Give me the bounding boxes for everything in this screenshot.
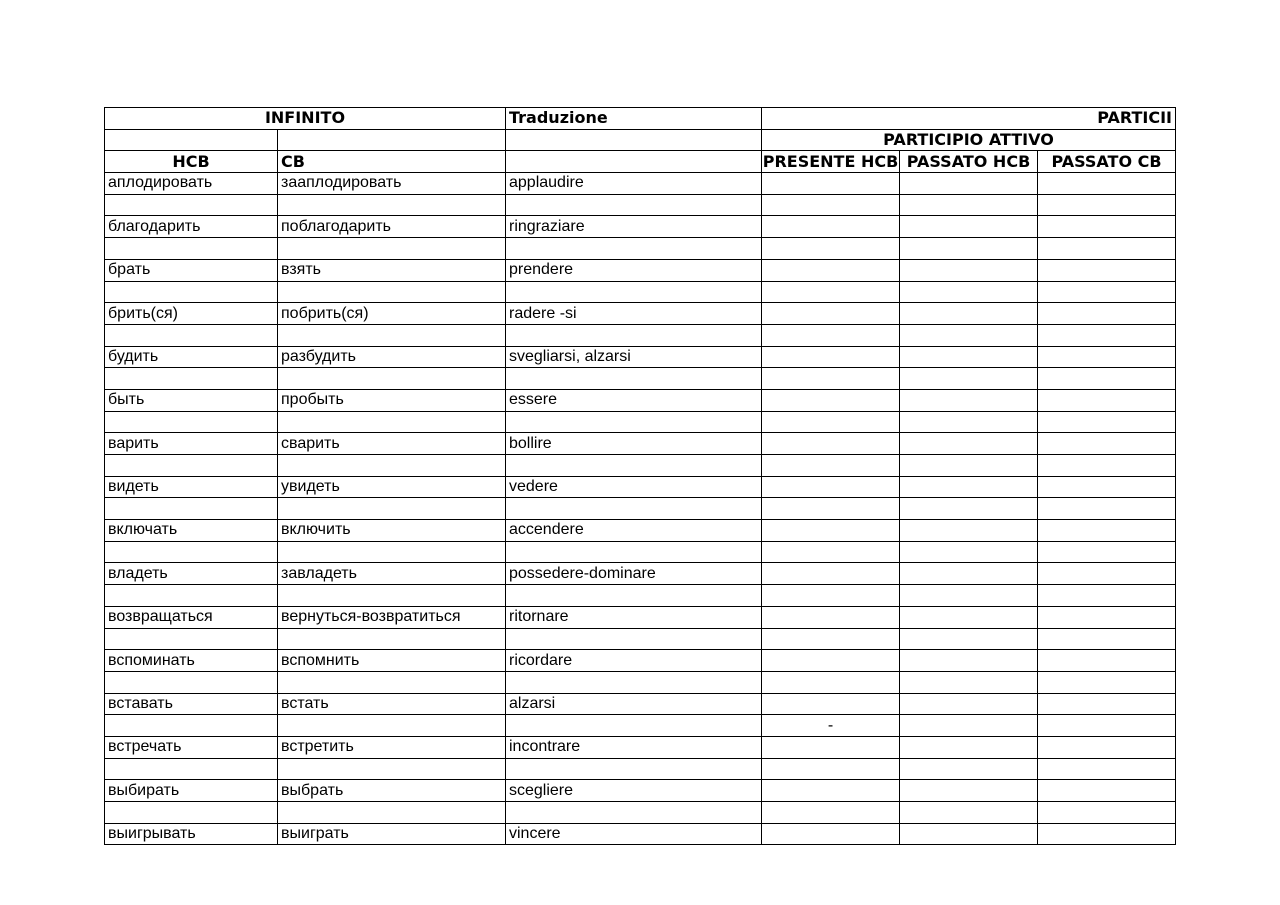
cell-passato-cb bbox=[1038, 520, 1176, 542]
cell-hcb bbox=[105, 671, 278, 693]
cell-passato-cb bbox=[1038, 194, 1176, 216]
cell-cb bbox=[278, 411, 506, 433]
cell-presente-hcb bbox=[762, 498, 900, 520]
cell-passato-cb bbox=[1038, 693, 1176, 715]
cell-presente-hcb bbox=[762, 823, 900, 845]
cell-passato-hcb bbox=[900, 693, 1038, 715]
cell-passato-cb bbox=[1038, 541, 1176, 563]
cell-cb bbox=[278, 715, 506, 737]
cell-traduzione bbox=[506, 498, 762, 520]
cell-traduzione: essere bbox=[506, 389, 762, 411]
cell-presente-hcb bbox=[762, 194, 900, 216]
cell-cb: сварить bbox=[278, 433, 506, 455]
cell-passato-cb bbox=[1038, 455, 1176, 477]
cell-traduzione bbox=[506, 671, 762, 693]
cell-hcb bbox=[105, 194, 278, 216]
cell-presente-hcb bbox=[762, 238, 900, 260]
cell-presente-hcb bbox=[762, 476, 900, 498]
cell-passato-cb bbox=[1038, 173, 1176, 195]
cell-hcb: будить bbox=[105, 346, 278, 368]
table-row bbox=[105, 389, 1176, 411]
cell-passato-cb bbox=[1038, 303, 1176, 325]
cell-presente-hcb bbox=[762, 455, 900, 477]
cell-traduzione bbox=[506, 238, 762, 260]
cell-passato-hcb bbox=[900, 368, 1038, 390]
cell-traduzione bbox=[506, 455, 762, 477]
cell-traduzione bbox=[506, 281, 762, 303]
table-row bbox=[105, 346, 1176, 368]
cell-hcb: брать bbox=[105, 259, 278, 281]
table-row bbox=[105, 216, 1176, 238]
table-row bbox=[105, 736, 1176, 758]
header-row-1 bbox=[105, 108, 1176, 130]
cell-presente-hcb bbox=[762, 541, 900, 563]
cell-passato-hcb bbox=[900, 216, 1038, 238]
cell-passato-cb bbox=[1038, 368, 1176, 390]
cell-traduzione bbox=[506, 802, 762, 824]
cell-traduzione bbox=[506, 628, 762, 650]
cell-passato-hcb bbox=[900, 671, 1038, 693]
cell-passato-hcb bbox=[900, 758, 1038, 780]
cell-passato-hcb bbox=[900, 346, 1038, 368]
cell-presente-hcb bbox=[762, 259, 900, 281]
cell-hcb: владеть bbox=[105, 563, 278, 585]
cell-cb: вспомнить bbox=[278, 650, 506, 672]
cell-hcb: варить bbox=[105, 433, 278, 455]
cell-passato-hcb bbox=[900, 455, 1038, 477]
cell-traduzione: incontrare bbox=[506, 736, 762, 758]
cell-passato-hcb bbox=[900, 238, 1038, 260]
cell-cb: взять bbox=[278, 259, 506, 281]
cell-passato-hcb bbox=[900, 498, 1038, 520]
cell-hcb: аплодировать bbox=[105, 173, 278, 195]
cell-presente-hcb bbox=[762, 780, 900, 802]
cell-hcb bbox=[105, 628, 278, 650]
cell-traduzione: prendere bbox=[506, 259, 762, 281]
cell-passato-hcb bbox=[900, 476, 1038, 498]
cell-hcb: видеть bbox=[105, 476, 278, 498]
cell-presente-hcb bbox=[762, 281, 900, 303]
table-row bbox=[105, 780, 1176, 802]
empty-cell bbox=[105, 129, 278, 151]
cell-passato-cb bbox=[1038, 389, 1176, 411]
header-infinito: INFINITO bbox=[105, 108, 506, 130]
table-row bbox=[105, 476, 1176, 498]
header-participio-attivo: PARTICIPIO ATTIVO bbox=[762, 129, 1176, 151]
cell-presente-hcb bbox=[762, 303, 900, 325]
cell-traduzione: bollire bbox=[506, 433, 762, 455]
cell-presente-hcb bbox=[762, 324, 900, 346]
cell-traduzione: accendere bbox=[506, 520, 762, 542]
cell-passato-hcb bbox=[900, 411, 1038, 433]
cell-passato-hcb bbox=[900, 389, 1038, 411]
cell-hcb: возвращаться bbox=[105, 606, 278, 628]
table-row bbox=[105, 650, 1176, 672]
cell-passato-cb bbox=[1038, 628, 1176, 650]
cell-passato-cb bbox=[1038, 606, 1176, 628]
cell-cb bbox=[278, 324, 506, 346]
cell-passato-cb bbox=[1038, 758, 1176, 780]
cell-traduzione bbox=[506, 411, 762, 433]
cell-traduzione: scegliere bbox=[506, 780, 762, 802]
cell-traduzione: vincere bbox=[506, 823, 762, 845]
table-row bbox=[105, 173, 1176, 195]
cell-passato-hcb bbox=[900, 628, 1038, 650]
cell-passato-cb bbox=[1038, 433, 1176, 455]
cell-hcb: встречать bbox=[105, 736, 278, 758]
cell-passato-hcb bbox=[900, 736, 1038, 758]
cell-presente-hcb bbox=[762, 628, 900, 650]
cell-passato-hcb bbox=[900, 715, 1038, 737]
table-row bbox=[105, 455, 1176, 477]
cell-traduzione: applaudire bbox=[506, 173, 762, 195]
cell-hcb bbox=[105, 324, 278, 346]
cell-traduzione: ritornare bbox=[506, 606, 762, 628]
cell-passato-cb bbox=[1038, 671, 1176, 693]
cell-passato-cb bbox=[1038, 281, 1176, 303]
table-row bbox=[105, 520, 1176, 542]
cell-cb: выиграть bbox=[278, 823, 506, 845]
cell-passato-cb bbox=[1038, 498, 1176, 520]
table-row bbox=[105, 238, 1176, 260]
cell-passato-hcb bbox=[900, 324, 1038, 346]
cell-cb: включить bbox=[278, 520, 506, 542]
cell-presente-hcb: - bbox=[762, 715, 900, 737]
cell-presente-hcb bbox=[762, 433, 900, 455]
cell-passato-cb bbox=[1038, 476, 1176, 498]
cell-presente-hcb bbox=[762, 389, 900, 411]
cell-presente-hcb bbox=[762, 693, 900, 715]
cell-presente-hcb bbox=[762, 650, 900, 672]
cell-passato-cb bbox=[1038, 736, 1176, 758]
cell-passato-cb bbox=[1038, 823, 1176, 845]
table-row bbox=[105, 585, 1176, 607]
cell-cb: увидеть bbox=[278, 476, 506, 498]
cell-hcb: благодарить bbox=[105, 216, 278, 238]
header-passato-hcb: PASSATO НСВ bbox=[900, 151, 1038, 173]
cell-hcb: быть bbox=[105, 389, 278, 411]
cell-cb bbox=[278, 628, 506, 650]
cell-cb: разбудить bbox=[278, 346, 506, 368]
cell-traduzione bbox=[506, 324, 762, 346]
table-row bbox=[105, 671, 1176, 693]
cell-cb bbox=[278, 758, 506, 780]
cell-cb: выбрать bbox=[278, 780, 506, 802]
cell-presente-hcb bbox=[762, 758, 900, 780]
header-passato-cb: PASSATO СВ bbox=[1038, 151, 1176, 173]
cell-presente-hcb bbox=[762, 368, 900, 390]
cell-cb: вернуться-возвратиться bbox=[278, 606, 506, 628]
cell-traduzione bbox=[506, 758, 762, 780]
cell-traduzione: ringraziare bbox=[506, 216, 762, 238]
cell-traduzione bbox=[506, 585, 762, 607]
cell-presente-hcb bbox=[762, 216, 900, 238]
cell-cb: встать bbox=[278, 693, 506, 715]
cell-cb: поблагодарить bbox=[278, 216, 506, 238]
cell-passato-hcb bbox=[900, 780, 1038, 802]
cell-passato-hcb bbox=[900, 303, 1038, 325]
cell-hcb bbox=[105, 368, 278, 390]
cell-passato-hcb bbox=[900, 541, 1038, 563]
header-cb: СВ bbox=[278, 151, 506, 173]
cell-passato-hcb bbox=[900, 520, 1038, 542]
cell-passato-cb bbox=[1038, 780, 1176, 802]
cell-traduzione bbox=[506, 541, 762, 563]
cell-passato-cb bbox=[1038, 802, 1176, 824]
cell-hcb: выигрывать bbox=[105, 823, 278, 845]
cell-traduzione: svegliarsi, alzarsi bbox=[506, 346, 762, 368]
cell-cb bbox=[278, 281, 506, 303]
cell-passato-hcb bbox=[900, 433, 1038, 455]
table-row bbox=[105, 802, 1176, 824]
cell-cb: пробыть bbox=[278, 389, 506, 411]
table-row bbox=[105, 411, 1176, 433]
cell-cb bbox=[278, 802, 506, 824]
cell-cb bbox=[278, 238, 506, 260]
cell-cb: встретить bbox=[278, 736, 506, 758]
cell-hcb bbox=[105, 541, 278, 563]
cell-passato-hcb bbox=[900, 802, 1038, 824]
table-row bbox=[105, 259, 1176, 281]
table-row bbox=[105, 563, 1176, 585]
header-row-3 bbox=[105, 151, 1176, 173]
header-hcb: НСВ bbox=[105, 151, 278, 173]
cell-presente-hcb bbox=[762, 671, 900, 693]
table-row bbox=[105, 693, 1176, 715]
cell-presente-hcb bbox=[762, 606, 900, 628]
cell-cb bbox=[278, 368, 506, 390]
cell-traduzione: alzarsi bbox=[506, 693, 762, 715]
cell-cb bbox=[278, 585, 506, 607]
cell-hcb: включать bbox=[105, 520, 278, 542]
cell-cb bbox=[278, 671, 506, 693]
table-row bbox=[105, 324, 1176, 346]
cell-passato-hcb bbox=[900, 606, 1038, 628]
table-row bbox=[105, 498, 1176, 520]
cell-hcb bbox=[105, 281, 278, 303]
cell-traduzione bbox=[506, 194, 762, 216]
cell-presente-hcb bbox=[762, 802, 900, 824]
cell-cb: побрить(ся) bbox=[278, 303, 506, 325]
cell-hcb: вспоминать bbox=[105, 650, 278, 672]
cell-passato-hcb bbox=[900, 281, 1038, 303]
cell-cb: зааплодировать bbox=[278, 173, 506, 195]
cell-hcb bbox=[105, 802, 278, 824]
cell-traduzione: possedere-dominare bbox=[506, 563, 762, 585]
cell-passato-cb bbox=[1038, 324, 1176, 346]
verb-table bbox=[104, 107, 1176, 845]
empty-cell bbox=[506, 151, 762, 173]
cell-passato-cb bbox=[1038, 563, 1176, 585]
cell-hcb bbox=[105, 715, 278, 737]
cell-passato-hcb bbox=[900, 194, 1038, 216]
cell-passato-cb bbox=[1038, 715, 1176, 737]
table-row bbox=[105, 281, 1176, 303]
cell-hcb bbox=[105, 758, 278, 780]
cell-passato-cb bbox=[1038, 238, 1176, 260]
cell-traduzione: radere -si bbox=[506, 303, 762, 325]
cell-passato-hcb bbox=[900, 585, 1038, 607]
cell-presente-hcb bbox=[762, 411, 900, 433]
table-row bbox=[105, 606, 1176, 628]
cell-passato-hcb bbox=[900, 650, 1038, 672]
cell-traduzione bbox=[506, 368, 762, 390]
table-row bbox=[105, 823, 1176, 845]
table-row bbox=[105, 541, 1176, 563]
cell-traduzione: ricordare bbox=[506, 650, 762, 672]
cell-passato-cb bbox=[1038, 346, 1176, 368]
cell-passato-cb bbox=[1038, 650, 1176, 672]
cell-hcb bbox=[105, 498, 278, 520]
cell-passato-hcb bbox=[900, 563, 1038, 585]
cell-passato-cb bbox=[1038, 585, 1176, 607]
cell-passato-cb bbox=[1038, 259, 1176, 281]
cell-traduzione bbox=[506, 715, 762, 737]
table-row bbox=[105, 194, 1176, 216]
cell-hcb bbox=[105, 411, 278, 433]
cell-passato-cb bbox=[1038, 216, 1176, 238]
cell-cb: завладеть bbox=[278, 563, 506, 585]
cell-traduzione: vedere bbox=[506, 476, 762, 498]
table-row bbox=[105, 628, 1176, 650]
header-row-2 bbox=[105, 129, 1176, 151]
cell-hcb bbox=[105, 585, 278, 607]
cell-hcb: вставать bbox=[105, 693, 278, 715]
cell-presente-hcb bbox=[762, 346, 900, 368]
header-participi: PARTICII bbox=[762, 108, 1176, 130]
cell-cb bbox=[278, 194, 506, 216]
cell-hcb: выбирать bbox=[105, 780, 278, 802]
cell-passato-hcb bbox=[900, 823, 1038, 845]
header-presente-hcb: PRESENTE НСВ bbox=[762, 151, 899, 171]
cell-presente-hcb bbox=[762, 173, 900, 195]
cell-cb bbox=[278, 498, 506, 520]
cell-passato-hcb bbox=[900, 259, 1038, 281]
header-traduzione: Traduzione bbox=[506, 108, 762, 130]
cell-passato-hcb bbox=[900, 173, 1038, 195]
table-row bbox=[105, 715, 1176, 737]
cell-cb bbox=[278, 541, 506, 563]
table-row bbox=[105, 303, 1176, 325]
cell-hcb bbox=[105, 238, 278, 260]
cell-presente-hcb bbox=[762, 563, 900, 585]
cell-presente-hcb bbox=[762, 585, 900, 607]
cell-hcb: брить(ся) bbox=[105, 303, 278, 325]
cell-cb bbox=[278, 455, 506, 477]
empty-cell bbox=[278, 129, 506, 151]
cell-hcb bbox=[105, 455, 278, 477]
table-row bbox=[105, 758, 1176, 780]
cell-presente-hcb bbox=[762, 520, 900, 542]
empty-cell bbox=[506, 129, 762, 151]
table-row bbox=[105, 433, 1176, 455]
cell-passato-cb bbox=[1038, 411, 1176, 433]
cell-presente-hcb bbox=[762, 736, 900, 758]
table-row bbox=[105, 368, 1176, 390]
